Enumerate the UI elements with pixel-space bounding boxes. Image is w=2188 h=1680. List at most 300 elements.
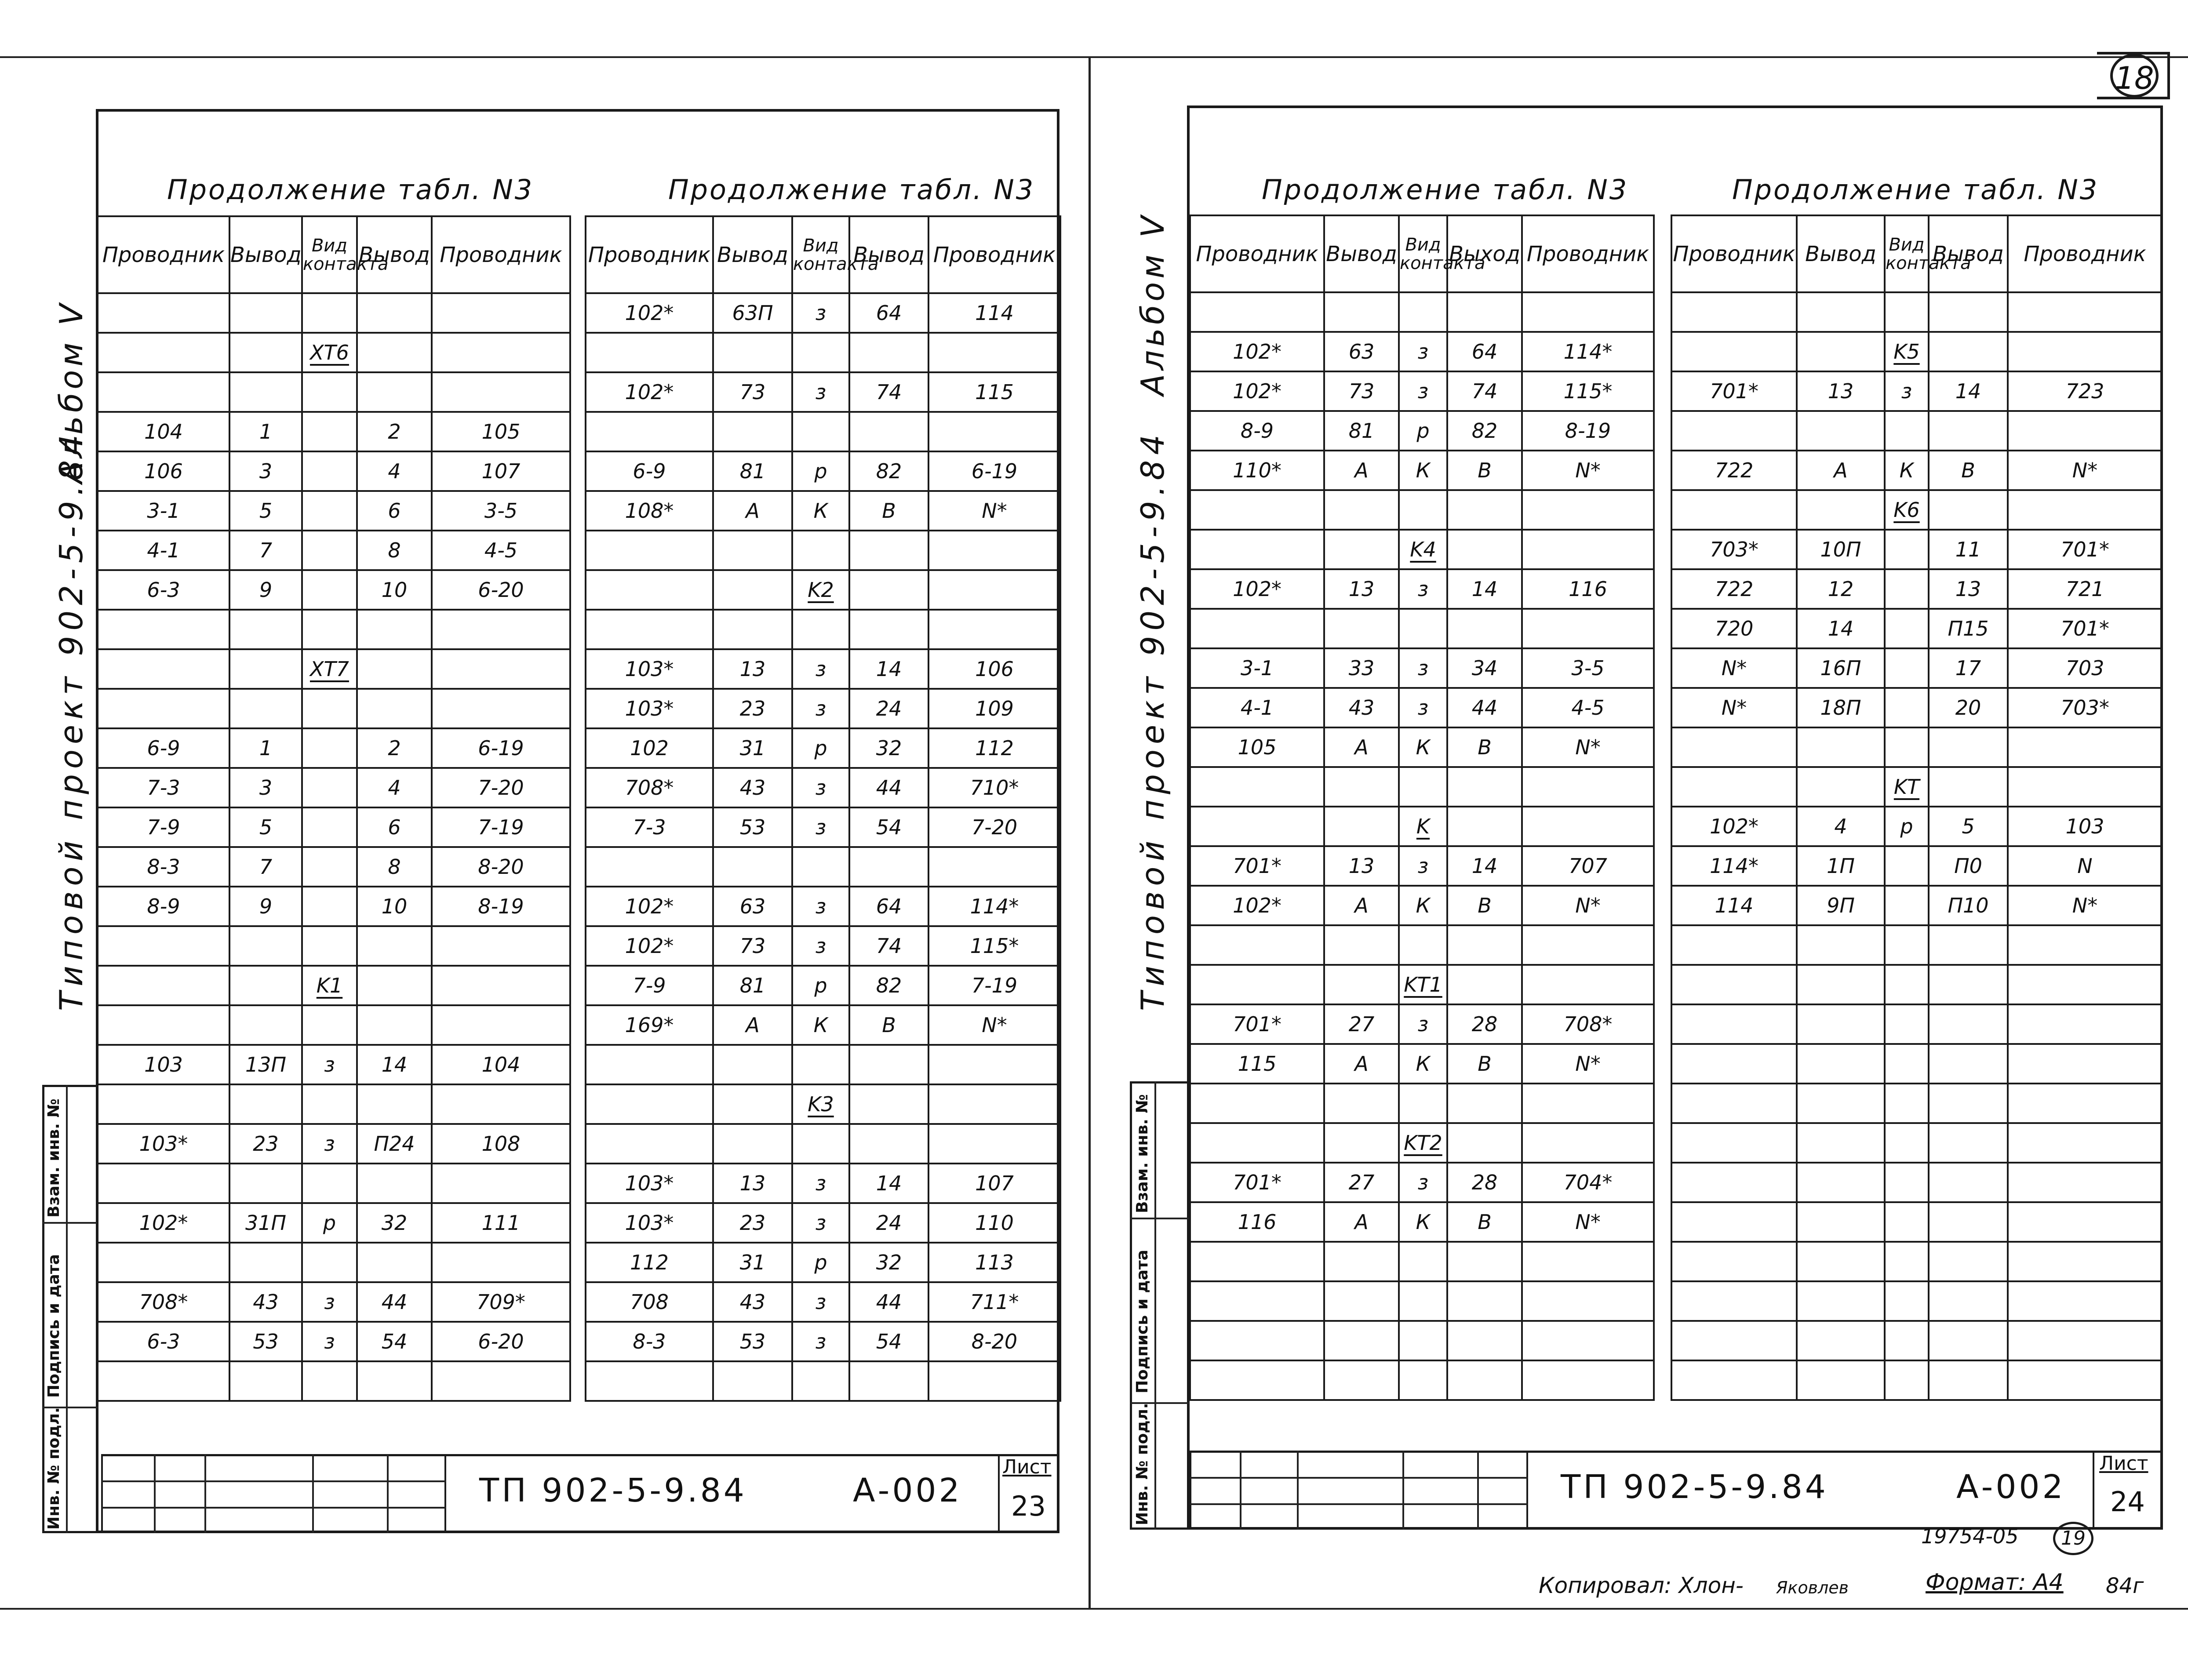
table-row	[586, 807, 1060, 847]
table-cell	[2008, 1202, 2162, 1242]
table-cell	[432, 689, 570, 728]
bottom-edge-line	[0, 1608, 2188, 1610]
table-row	[1671, 886, 2162, 925]
table-row	[1190, 925, 1654, 965]
table-cell: 13	[1929, 569, 2008, 609]
table-cell: K2	[792, 570, 849, 610]
table-row	[1190, 688, 1654, 727]
table-cell	[98, 1005, 229, 1045]
table-cell: N*	[1522, 727, 1654, 767]
table-cell	[1522, 767, 1654, 807]
table-cell: 108*	[586, 491, 713, 531]
table-cell: 703*	[2008, 688, 2162, 727]
table-cell	[357, 372, 432, 412]
table-row	[98, 610, 570, 649]
table-row	[1671, 767, 2162, 807]
table-cell: 103*	[586, 1203, 713, 1243]
table-cell	[1929, 1004, 2008, 1044]
table-cell	[1447, 1084, 1522, 1123]
table-row	[1190, 1004, 1654, 1044]
table-row	[1190, 411, 1654, 451]
table-cell: 8	[357, 847, 432, 887]
table-cell: П24	[357, 1124, 432, 1164]
table-cell	[98, 372, 229, 412]
table-cell: з	[302, 1322, 357, 1361]
left-sheet-label: Лист	[1002, 1456, 1052, 1478]
table-cell: з	[792, 1203, 849, 1243]
table-cell: 701*	[1190, 1004, 1324, 1044]
table-row	[98, 1361, 570, 1401]
table-cell	[2008, 1281, 2162, 1321]
table-cell: 8-19	[432, 887, 570, 926]
table-cell: 13	[1324, 846, 1399, 886]
table-cell: 27	[1324, 1163, 1399, 1202]
table-row	[586, 372, 1060, 412]
table-cell	[432, 966, 570, 1005]
table-cell: 4-1	[1190, 688, 1324, 727]
table-cell	[2008, 490, 2162, 530]
table-cell	[1885, 1202, 1929, 1242]
table-cell	[1671, 411, 1797, 451]
table-row	[98, 451, 570, 491]
table-row	[98, 768, 570, 807]
table-cell: 720	[1671, 609, 1797, 648]
table-cell	[2008, 1044, 2162, 1084]
table-cell: 114*	[1522, 332, 1654, 371]
table-cell: N	[2008, 846, 2162, 886]
table-cell: А	[1324, 727, 1399, 767]
left-side-label-vzam: Взам. инв. №	[45, 1098, 63, 1218]
table-cell: 1	[229, 412, 302, 451]
table-cell: 103*	[586, 1164, 713, 1203]
table-cell	[849, 610, 928, 649]
table-cell: 63	[1324, 332, 1399, 371]
table-cell: 6-9	[98, 728, 229, 768]
table-row	[586, 1243, 1060, 1282]
table-cell	[1885, 965, 1929, 1004]
table-cell	[302, 807, 357, 847]
table-row	[1190, 1084, 1654, 1123]
table-row	[1671, 451, 2162, 490]
table-cell: 6-19	[432, 728, 570, 768]
table-cell	[1324, 490, 1399, 530]
table-cell	[928, 412, 1060, 451]
table-cell	[586, 1045, 713, 1084]
table-cell	[1324, 1360, 1399, 1400]
table-cell	[1797, 767, 1885, 807]
table-cell	[302, 531, 357, 570]
table-row	[1671, 965, 2162, 1004]
table-cell	[229, 689, 302, 728]
table-cell: 116	[1522, 569, 1654, 609]
table-row	[98, 333, 570, 372]
table-row	[1190, 609, 1654, 648]
table-cell	[586, 610, 713, 649]
table-cell	[928, 610, 1060, 649]
table-cell	[302, 728, 357, 768]
table-cell: 701*	[1190, 846, 1324, 886]
table-cell: А	[1324, 1044, 1399, 1084]
left-stamp-code: А-002	[853, 1472, 962, 1509]
table-cell: р	[302, 1203, 357, 1243]
table-cell: з	[1399, 569, 1447, 609]
table-cell	[792, 333, 849, 372]
table-cell: 7-9	[586, 966, 713, 1005]
table-cell: 701*	[2008, 609, 2162, 648]
table-cell	[1671, 292, 1797, 332]
table-cell: N*	[1522, 1044, 1654, 1084]
table-cell: 7-19	[928, 966, 1060, 1005]
table-cell	[1885, 1044, 1929, 1084]
table-cell: 73	[713, 372, 792, 412]
right-sheet-label: Лист	[2099, 1452, 2148, 1475]
right-album-label: Альбом V	[1134, 212, 1171, 396]
left-table2-title: Продолжение табл. N3	[668, 174, 1035, 206]
table-cell: з	[792, 372, 849, 412]
table-cell	[432, 1361, 570, 1401]
table-row	[1671, 609, 2162, 648]
table-row	[586, 887, 1060, 926]
table-cell	[302, 887, 357, 926]
table-row	[1671, 648, 2162, 688]
table-cell	[792, 1361, 849, 1401]
table-cell	[1885, 648, 1929, 688]
table-cell: 3-5	[432, 491, 570, 531]
table-cell	[357, 1005, 432, 1045]
table-cell	[1929, 490, 2008, 530]
table-row	[1671, 332, 2162, 371]
table-row	[1190, 569, 1654, 609]
table-cell	[1522, 609, 1654, 648]
table-cell: П10	[1929, 886, 2008, 925]
table-row	[1190, 648, 1654, 688]
table-cell: 82	[1447, 411, 1522, 451]
table-cell	[229, 1243, 302, 1282]
table-row	[586, 1164, 1060, 1203]
table-cell: 13	[713, 1164, 792, 1203]
table-cell: з	[1399, 1163, 1447, 1202]
table-cell: KT	[1885, 767, 1929, 807]
table-cell	[432, 926, 570, 966]
table-cell: 31П	[229, 1203, 302, 1243]
col-header: Вид контакта	[1399, 215, 1447, 292]
table-cell: 31	[713, 728, 792, 768]
col-header: Вывод	[849, 216, 928, 293]
table-cell	[792, 610, 849, 649]
table-row	[1190, 886, 1654, 925]
table-cell: 105	[1190, 727, 1324, 767]
table-cell: 14	[849, 649, 928, 689]
table-row	[586, 847, 1060, 887]
table-cell	[1671, 965, 1797, 1004]
table-cell: 24	[849, 1203, 928, 1243]
table-cell: В	[1447, 886, 1522, 925]
table-cell: 12	[1797, 569, 1885, 609]
table-cell: 3	[229, 768, 302, 807]
left-project-label: Типовой проект 902-5-9.84	[53, 429, 90, 1011]
table-cell	[1885, 411, 1929, 451]
table-cell: 23	[713, 1203, 792, 1243]
table-cell: 53	[713, 1322, 792, 1361]
table-cell	[1399, 1321, 1447, 1360]
page-number: 18	[2110, 54, 2159, 98]
table-cell	[98, 689, 229, 728]
table-cell: 102*	[586, 293, 713, 333]
table-row	[586, 1203, 1060, 1243]
table-row	[586, 570, 1060, 610]
table-cell	[229, 966, 302, 1005]
table-cell: 13	[1324, 569, 1399, 609]
table-cell	[1447, 490, 1522, 530]
table-cell: 73	[1324, 371, 1399, 411]
table-cell: 1П	[1797, 846, 1885, 886]
table-row	[1671, 807, 2162, 846]
table-cell: р	[1399, 411, 1447, 451]
table-cell: 103*	[98, 1124, 229, 1164]
table-row	[98, 1243, 570, 1282]
table-cell: 28	[1447, 1163, 1522, 1202]
table-row	[1190, 451, 1654, 490]
table-cell: П0	[1929, 846, 2008, 886]
table-cell	[357, 293, 432, 333]
table-cell	[1671, 1202, 1797, 1242]
left-side-label-inv: Инв. № подл.	[45, 1407, 63, 1530]
table-cell	[302, 1164, 357, 1203]
table-row	[586, 293, 1060, 333]
table-cell: 723	[2008, 371, 2162, 411]
table-cell	[1671, 1242, 1797, 1281]
table-cell: 81	[713, 966, 792, 1005]
table-cell: 32	[849, 1243, 928, 1282]
table-row	[1190, 1202, 1654, 1242]
table-cell: K5	[1885, 332, 1929, 371]
left-album-label: Альбом V	[53, 300, 90, 484]
table-cell	[1671, 767, 1797, 807]
table-cell: 7-20	[432, 768, 570, 807]
table-cell	[792, 1045, 849, 1084]
table-cell: 8-20	[432, 847, 570, 887]
table-cell	[1522, 1084, 1654, 1123]
col-header: Вывод	[1324, 215, 1399, 292]
table-cell	[2008, 332, 2162, 371]
table-cell: 704*	[1522, 1163, 1654, 1202]
table-cell	[1929, 1281, 2008, 1321]
table-cell	[1885, 1281, 1929, 1321]
table-cell: 7-20	[928, 807, 1060, 847]
table-cell	[1929, 1084, 2008, 1123]
circled-number: 19	[2053, 1522, 2093, 1555]
table-cell	[432, 293, 570, 333]
table-cell	[1324, 292, 1399, 332]
right-project-label: Типовой проект 902-5-9.84	[1134, 429, 1171, 1011]
table-cell	[1929, 1123, 2008, 1163]
table-cell	[229, 649, 302, 689]
table-cell: 14	[357, 1045, 432, 1084]
table-cell	[1522, 925, 1654, 965]
table-cell	[586, 333, 713, 372]
table-cell	[713, 1084, 792, 1124]
table-cell	[98, 1084, 229, 1124]
table-cell	[1190, 1360, 1324, 1400]
table-cell	[1190, 925, 1324, 965]
table-row	[1190, 292, 1654, 332]
table-cell	[1399, 1281, 1447, 1321]
table-cell	[357, 649, 432, 689]
table-row	[586, 649, 1060, 689]
table-cell	[1399, 925, 1447, 965]
table-cell	[229, 333, 302, 372]
table-cell: з	[302, 1124, 357, 1164]
table-cell: 102*	[586, 926, 713, 966]
table-row	[98, 1282, 570, 1322]
table-cell: 110*	[1190, 451, 1324, 490]
table-cell: 105	[432, 412, 570, 451]
table-cell: з	[1399, 332, 1447, 371]
table-cell	[2008, 1242, 2162, 1281]
table-cell	[586, 847, 713, 887]
table-cell	[2008, 292, 2162, 332]
table-cell: 721	[2008, 569, 2162, 609]
table-row	[1671, 1004, 2162, 1044]
table-cell: 110	[928, 1203, 1060, 1243]
table-cell: 44	[849, 1282, 928, 1322]
table-cell: 10	[357, 887, 432, 926]
table-cell	[1324, 925, 1399, 965]
table-cell: 44	[1447, 688, 1522, 727]
table-cell	[357, 926, 432, 966]
table-row	[1671, 1281, 2162, 1321]
table-cell	[1885, 530, 1929, 569]
table-cell	[98, 293, 229, 333]
table-row	[586, 966, 1060, 1005]
table-cell	[1797, 1123, 1885, 1163]
table-row	[1671, 490, 2162, 530]
table-cell	[1447, 1281, 1522, 1321]
table-cell	[1797, 1242, 1885, 1281]
table-cell: К	[1399, 1044, 1447, 1084]
table-cell	[1447, 530, 1522, 569]
table-cell	[1885, 727, 1929, 767]
table-cell: 53	[229, 1322, 302, 1361]
table-cell: з	[1885, 371, 1929, 411]
table-row	[586, 1084, 1060, 1124]
table-cell: 115*	[1522, 371, 1654, 411]
table-cell: В	[1929, 451, 2008, 490]
table-cell	[1885, 1163, 1929, 1202]
table-cell	[849, 847, 928, 887]
table-cell: 31	[713, 1243, 792, 1282]
table-cell: К	[1399, 886, 1447, 925]
table-cell: 23	[229, 1124, 302, 1164]
table-cell	[713, 531, 792, 570]
table-cell: р	[792, 451, 849, 491]
table-row	[98, 1084, 570, 1124]
left-sheet-number: 23	[1011, 1490, 1046, 1522]
table-cell	[1447, 925, 1522, 965]
table-cell	[1190, 530, 1324, 569]
table-row	[586, 926, 1060, 966]
table-row	[1190, 1281, 1654, 1321]
table-cell	[1399, 292, 1447, 332]
table-cell: K3	[792, 1084, 849, 1124]
table-row	[1190, 490, 1654, 530]
table-cell	[1929, 1202, 2008, 1242]
table-cell: з	[792, 1164, 849, 1203]
table-row	[98, 847, 570, 887]
table-cell	[432, 1243, 570, 1282]
table-cell	[1447, 1360, 1522, 1400]
table-cell	[1929, 1321, 2008, 1360]
table-cell: 3-5	[1522, 648, 1654, 688]
table-cell: з	[792, 926, 849, 966]
table-cell	[586, 570, 713, 610]
table-cell: 708*	[1522, 1004, 1654, 1044]
table-cell	[98, 610, 229, 649]
table-cell: 14	[1929, 371, 2008, 411]
table-cell	[1190, 1281, 1324, 1321]
right-side-label-inv: Инв. № подл.	[1133, 1403, 1151, 1525]
table-cell: 43	[229, 1282, 302, 1322]
table-cell: К	[1399, 1202, 1447, 1242]
table-cell: В	[849, 1005, 928, 1045]
col-header: Проводник	[2008, 215, 2162, 292]
table-cell: 4	[357, 768, 432, 807]
table-cell: В	[1447, 727, 1522, 767]
table-cell: 73	[713, 926, 792, 966]
table-cell	[1399, 767, 1447, 807]
table-cell	[2008, 727, 2162, 767]
table-cell	[586, 531, 713, 570]
table-cell: 102*	[1190, 886, 1324, 925]
format-label: Формат: А4	[1926, 1569, 2064, 1596]
table-cell: 3-1	[1190, 648, 1324, 688]
table-cell: 7-3	[586, 807, 713, 847]
table-cell: 13	[713, 649, 792, 689]
table-cell: N*	[1671, 688, 1797, 727]
copied-by: Копировал: Хлон-	[1539, 1573, 1744, 1598]
table-cell: 74	[1447, 371, 1522, 411]
table-cell	[586, 1124, 713, 1164]
table-cell: 722	[1671, 451, 1797, 490]
table-cell	[713, 610, 792, 649]
table-cell: 14	[849, 1164, 928, 1203]
table-cell: К	[792, 1005, 849, 1045]
table-cell: А	[1797, 451, 1885, 490]
table-cell	[1671, 727, 1797, 767]
table-cell	[1797, 1281, 1885, 1321]
table-row	[1190, 846, 1654, 886]
table-cell	[1671, 1360, 1797, 1400]
table-cell	[1324, 609, 1399, 648]
table-cell: 107	[928, 1164, 1060, 1203]
table-cell: 13П	[229, 1045, 302, 1084]
table-cell	[928, 1084, 1060, 1124]
table-cell	[1522, 1123, 1654, 1163]
col-header: Вывод	[1797, 215, 1885, 292]
table-cell: А	[1324, 451, 1399, 490]
table-cell	[302, 412, 357, 451]
table-cell: 103	[98, 1045, 229, 1084]
table-cell: р	[792, 728, 849, 768]
table-cell	[98, 966, 229, 1005]
table-cell	[1324, 1242, 1399, 1281]
table-cell	[1447, 1321, 1522, 1360]
table-cell	[98, 926, 229, 966]
table-cell: 701*	[1190, 1163, 1324, 1202]
table-cell	[1324, 1123, 1399, 1163]
left-table1-title: Продолжение табл. N3	[167, 174, 534, 206]
table-cell	[2008, 965, 2162, 1004]
